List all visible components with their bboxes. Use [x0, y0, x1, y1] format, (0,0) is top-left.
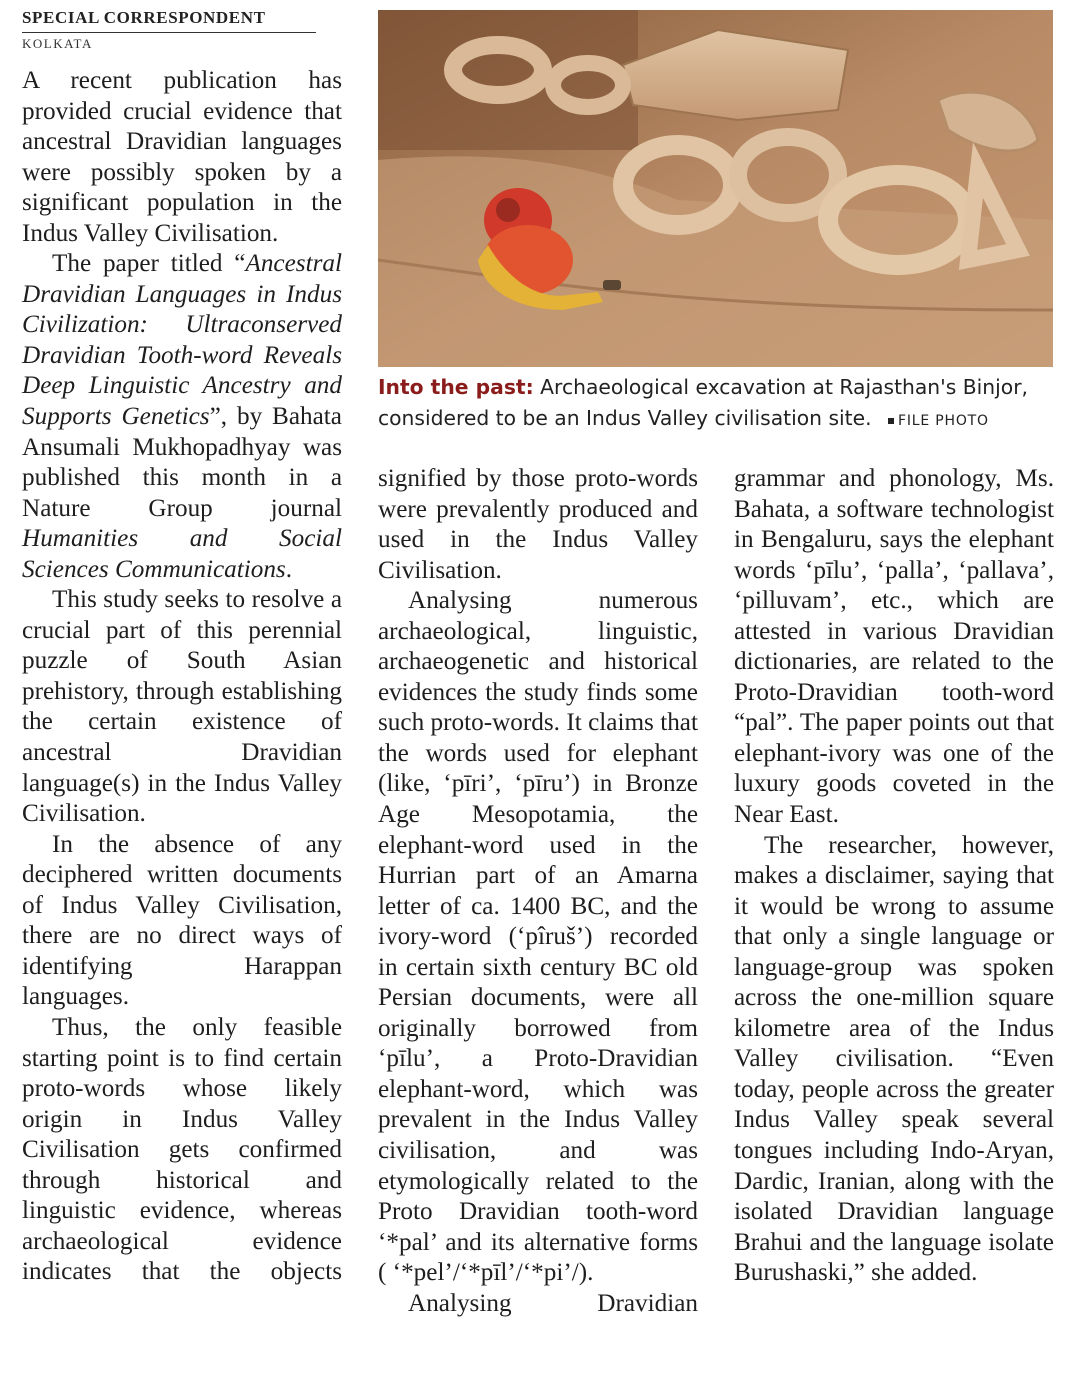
byline [22, 8, 342, 52]
caption-lead: Into the past: [378, 375, 534, 399]
excavation-photo [378, 10, 1053, 367]
p2-text-a: The paper titled “ [52, 250, 246, 278]
paragraph-disclaimer: The researcher, however, makes a disclaimer, saying that it would be wrong to assume that only a single language or language-group was spoken across the one-million square kilometre area of the Indus Valley civilisation. “Even today, people across the greater Indus Valley speak several tongues including Indo-Aryan, Dardic, Iranian, along with the isolated Dravidian language Brahui and the language isolate Burushaski,” she added. [734, 831, 1054, 1287]
paragraph-grammar-start: Analysing Dravidian [408, 1289, 698, 1317]
article-column-3 [734, 464, 1054, 1289]
byline-dateline: KOLKATA [22, 36, 93, 51]
caption-text-2: considered to be an Indus Valley civilisation site. [378, 406, 872, 430]
paragraph-starting-point-cont: signified by those proto-words were prevalently produced and used in the Indus Valley Civilisation. [378, 465, 698, 584]
article-column-1 [22, 66, 342, 1288]
byline-name: SPECIAL CORRESPONDENT [22, 8, 266, 27]
paragraph-intro: A recent publication has provided crucial evidence that ancestral Dravidian languages were possibly spoken by a significant population in the Indus Valley Civilisation. [22, 67, 342, 247]
caption-line-2 [378, 403, 1068, 437]
p2-text-c: . [285, 555, 293, 583]
paper-title: Ancestral Dravidian Languages in Indus Civilization: Ultraconserved Dravidian Tooth-word Reveals Deep Linguistic Ancestry and Supports Genetics [22, 250, 342, 431]
paragraph-study-aim: This study seeks to resolve a crucial part of this perennial puzzle of South Asian prehistory, through establishing the certain existence of ancestral Dravidian language(s) in the Indus Valley Civilisation. [22, 586, 342, 828]
paragraph-elephant-words: Analysing numerous archaeological, linguistic, archaeogenetic and historical evidences the study finds some such proto-words. It claims that the words used for elephant (like, ‘pīri’, ‘pīru’) in Bronze Age Mesopotamia, the elephant-word used in the Hurrian part of an Amarna letter of ca. 1400 BC, and the ivory-word (‘pîruš’) recorded in certain sixth century BC old Persian documents, were all originally borrowed from ‘pīlu’, a Proto-Dravidian elephant-word, which was prevalent in the Indus Valley civilisation, and was etymologically related to the Proto Dravidian tooth-word ‘*pal’ and its alternative forms ( ‘*pel’/‘*pīl’/‘*pi’/). [378, 587, 698, 1287]
paragraph-starting-point: Thus, the only feasible starting point is to find certain proto-words whose likely origin in Indus Valley Civilisation gets confirmed through historical and linguistic evidence, whereas archaeological evidence indicates that the objects [22, 1013, 342, 1286]
paragraph-paper-title [22, 249, 342, 585]
caption-text-1: Archaeological excavation at Rajasthan's Binjor, [540, 375, 1028, 399]
journal-name: Humanities and Social Sciences Communications [22, 525, 342, 583]
caption-line-1 [378, 372, 1068, 403]
p2-text-b: ”, by Bahata Ansumali Mukhopadhyay was published this month in a Nature Group journal [22, 403, 342, 522]
article-column-2 [378, 464, 698, 1319]
byline-divider [22, 32, 316, 33]
photo-caption [378, 372, 1068, 437]
paragraph-grammar-cont: grammar and phonology, Ms. Bahata, a software technologist in Bengaluru, says the elephant words ‘pīlu’, ‘palla’, ‘pallava’, ‘pilluvam’, etc., which are attested in various Dravidian dictionaries, are related to the Proto-Dravidian tooth-word “pal”. The paper points out that elephant-ivory was one of the luxury goods coveted in the Near East. [734, 465, 1054, 829]
photo-credit: FILE PHOTO [888, 413, 989, 429]
paragraph-no-documents: In the absence of any deciphered written documents of Indus Valley Civilisation, there are no direct ways of identifying Harappan languages. [22, 830, 342, 1011]
